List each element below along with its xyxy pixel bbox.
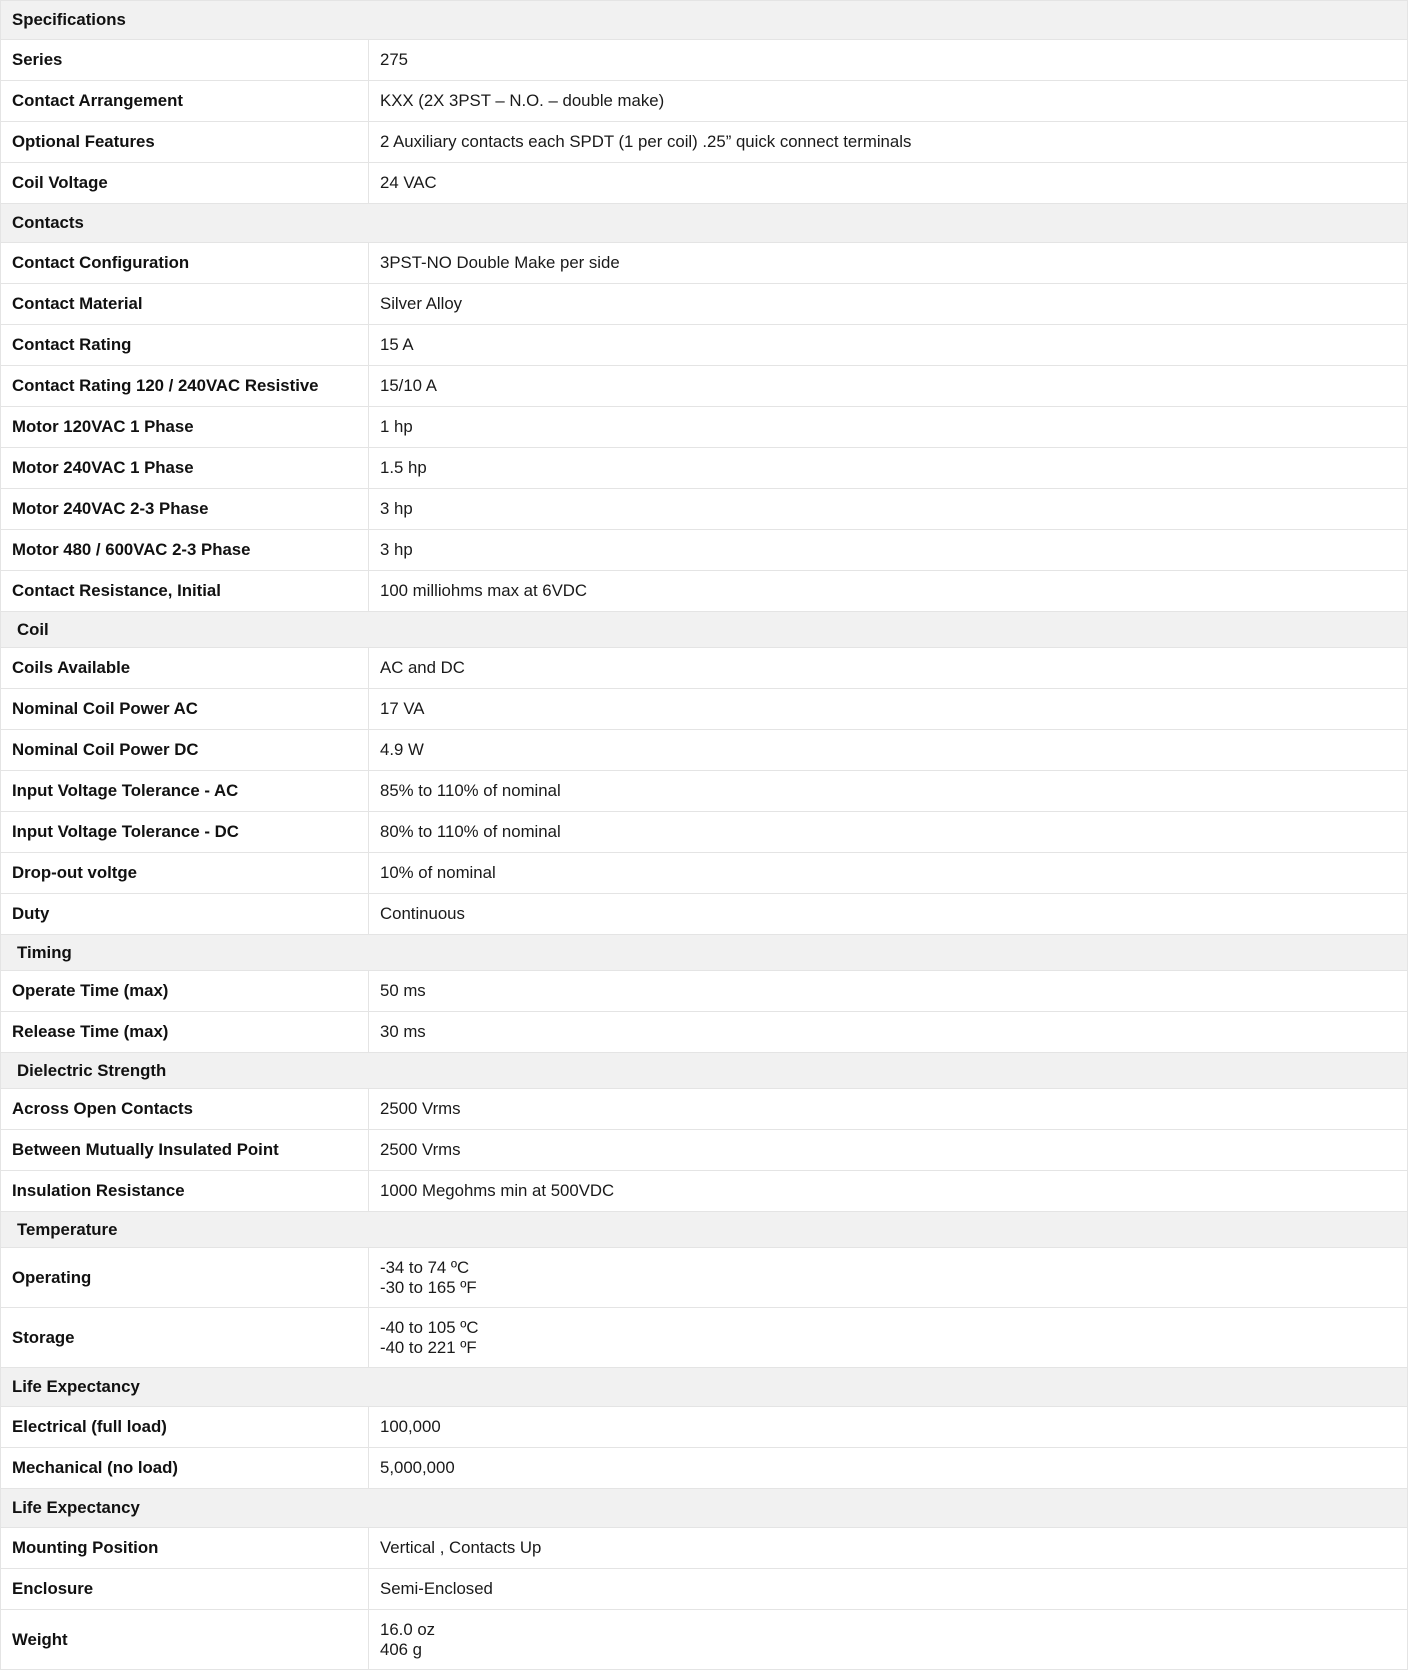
spec-row	[1, 40, 1408, 81]
spec-value-line: 16.0 oz	[380, 1619, 436, 1639]
spec-value: 2500 Vrms	[369, 1089, 1408, 1130]
spec-label: Contact Material	[1, 284, 369, 325]
spec-label: Contact Rating	[1, 325, 369, 366]
section-title-text: Coil	[17, 619, 49, 639]
spec-value: 1.5 hp	[369, 448, 1408, 489]
spec-value: KXX (2X 3PST – N.O. – double make)	[369, 81, 1408, 122]
spec-label: Insulation Resistance	[1, 1171, 369, 1212]
spec-value: 3PST-NO Double Make per side	[369, 243, 1408, 284]
spec-row	[1, 1012, 1408, 1053]
spec-value-line: -30 to 165 ºF	[380, 1277, 477, 1297]
spec-row	[1, 284, 1408, 325]
section-header	[1, 1, 1408, 40]
section-title	[1, 204, 1408, 243]
spec-value: 15/10 A	[369, 366, 1408, 407]
spec-value: 15 A	[369, 325, 1408, 366]
spec-row	[1, 1308, 1408, 1368]
spec-label: Enclosure	[1, 1569, 369, 1610]
spec-label: Optional Features	[1, 122, 369, 163]
spec-label: Input Voltage Tolerance - AC	[1, 771, 369, 812]
spec-value: 100 milliohms max at 6VDC	[369, 571, 1408, 612]
section-header	[1, 1053, 1408, 1089]
spec-value: 85% to 110% of nominal	[369, 771, 1408, 812]
spec-label: Drop-out voltge	[1, 853, 369, 894]
spec-value-line: -40 to 221 ºF	[380, 1337, 477, 1357]
spec-label: Operating	[1, 1248, 369, 1308]
spec-value: 1000 Megohms min at 500VDC	[369, 1171, 1408, 1212]
spec-value-line: -40 to 105 ºC	[380, 1317, 479, 1337]
spec-value	[369, 1248, 1408, 1308]
specifications-table-body	[1, 1, 1408, 1670]
section-title	[1, 1368, 1408, 1407]
spec-label: Mechanical (no load)	[1, 1448, 369, 1489]
spec-label: Contact Configuration	[1, 243, 369, 284]
spec-row	[1, 771, 1408, 812]
section-header	[1, 1489, 1408, 1528]
spec-label: Contact Resistance, Initial	[1, 571, 369, 612]
spec-row	[1, 366, 1408, 407]
spec-value: 3 hp	[369, 530, 1408, 571]
spec-row	[1, 163, 1408, 204]
spec-value: 80% to 110% of nominal	[369, 812, 1408, 853]
spec-value: 2 Auxiliary contacts each SPDT (1 per coil) .25” quick connect terminals	[369, 122, 1408, 163]
section-header	[1, 935, 1408, 971]
spec-value	[369, 1610, 1408, 1670]
spec-row	[1, 1610, 1408, 1670]
spec-value: 100,000	[369, 1407, 1408, 1448]
section-title-text: Dielectric Strength	[17, 1060, 167, 1080]
spec-value: 24 VAC	[369, 163, 1408, 204]
spec-row	[1, 407, 1408, 448]
spec-row	[1, 812, 1408, 853]
spec-label: Weight	[1, 1610, 369, 1670]
spec-value: Semi-Enclosed	[369, 1569, 1408, 1610]
spec-row	[1, 1569, 1408, 1610]
section-title	[1, 1, 1408, 40]
spec-label: Electrical (full load)	[1, 1407, 369, 1448]
section-title	[1, 1489, 1408, 1528]
spec-label: Release Time (max)	[1, 1012, 369, 1053]
spec-value: 3 hp	[369, 489, 1408, 530]
spec-value: AC and DC	[369, 648, 1408, 689]
section-title	[1, 1212, 1408, 1248]
section-title-text: Life Expectancy	[12, 1377, 140, 1396]
spec-row	[1, 571, 1408, 612]
section-title	[1, 612, 1408, 648]
spec-row	[1, 1248, 1408, 1308]
spec-label: Motor 240VAC 2-3 Phase	[1, 489, 369, 530]
spec-label: Input Voltage Tolerance - DC	[1, 812, 369, 853]
spec-value: 4.9 W	[369, 730, 1408, 771]
spec-row	[1, 1407, 1408, 1448]
spec-label: Motor 480 / 600VAC 2-3 Phase	[1, 530, 369, 571]
spec-row	[1, 1171, 1408, 1212]
spec-label: Storage	[1, 1308, 369, 1368]
spec-row	[1, 448, 1408, 489]
spec-label: Motor 240VAC 1 Phase	[1, 448, 369, 489]
spec-row	[1, 1130, 1408, 1171]
spec-value-line: -34 to 74 ºC	[380, 1257, 470, 1277]
spec-label: Contact Rating 120 / 240VAC Resistive	[1, 366, 369, 407]
section-header	[1, 204, 1408, 243]
spec-row	[1, 243, 1408, 284]
section-title	[1, 1053, 1408, 1089]
spec-value: Vertical , Contacts Up	[369, 1528, 1408, 1569]
section-title-text: Contacts	[12, 213, 84, 232]
spec-label: Series	[1, 40, 369, 81]
spec-value	[369, 1308, 1408, 1368]
spec-row	[1, 648, 1408, 689]
spec-value: 30 ms	[369, 1012, 1408, 1053]
section-title-text: Life Expectancy	[12, 1498, 140, 1517]
spec-value: 1 hp	[369, 407, 1408, 448]
spec-row	[1, 489, 1408, 530]
section-header	[1, 1212, 1408, 1248]
spec-label: Coil Voltage	[1, 163, 369, 204]
spec-label: Across Open Contacts	[1, 1089, 369, 1130]
spec-value: 2500 Vrms	[369, 1130, 1408, 1171]
spec-row	[1, 971, 1408, 1012]
spec-row	[1, 1089, 1408, 1130]
spec-value: 10% of nominal	[369, 853, 1408, 894]
spec-label: Operate Time (max)	[1, 971, 369, 1012]
spec-row	[1, 894, 1408, 935]
spec-value: 5,000,000	[369, 1448, 1408, 1489]
spec-value: Continuous	[369, 894, 1408, 935]
spec-label: Nominal Coil Power AC	[1, 689, 369, 730]
spec-label: Duty	[1, 894, 369, 935]
spec-label: Mounting Position	[1, 1528, 369, 1569]
section-header	[1, 1368, 1408, 1407]
section-title-text: Specifications	[12, 10, 126, 29]
spec-row	[1, 1528, 1408, 1569]
spec-label: Between Mutually Insulated Point	[1, 1130, 369, 1171]
section-header	[1, 612, 1408, 648]
spec-row	[1, 1448, 1408, 1489]
spec-label: Contact Arrangement	[1, 81, 369, 122]
spec-row	[1, 689, 1408, 730]
spec-value-line: 406 g	[380, 1639, 422, 1659]
section-title	[1, 935, 1408, 971]
spec-row	[1, 81, 1408, 122]
spec-row	[1, 730, 1408, 771]
spec-row	[1, 325, 1408, 366]
section-title-text: Temperature	[17, 1219, 118, 1239]
spec-value: 275	[369, 40, 1408, 81]
spec-label: Motor 120VAC 1 Phase	[1, 407, 369, 448]
spec-row	[1, 530, 1408, 571]
spec-value: 50 ms	[369, 971, 1408, 1012]
spec-label: Coils Available	[1, 648, 369, 689]
spec-value: Silver Alloy	[369, 284, 1408, 325]
spec-value: 17 VA	[369, 689, 1408, 730]
spec-row	[1, 122, 1408, 163]
section-title-text: Timing	[17, 942, 72, 962]
spec-row	[1, 853, 1408, 894]
spec-label: Nominal Coil Power DC	[1, 730, 369, 771]
